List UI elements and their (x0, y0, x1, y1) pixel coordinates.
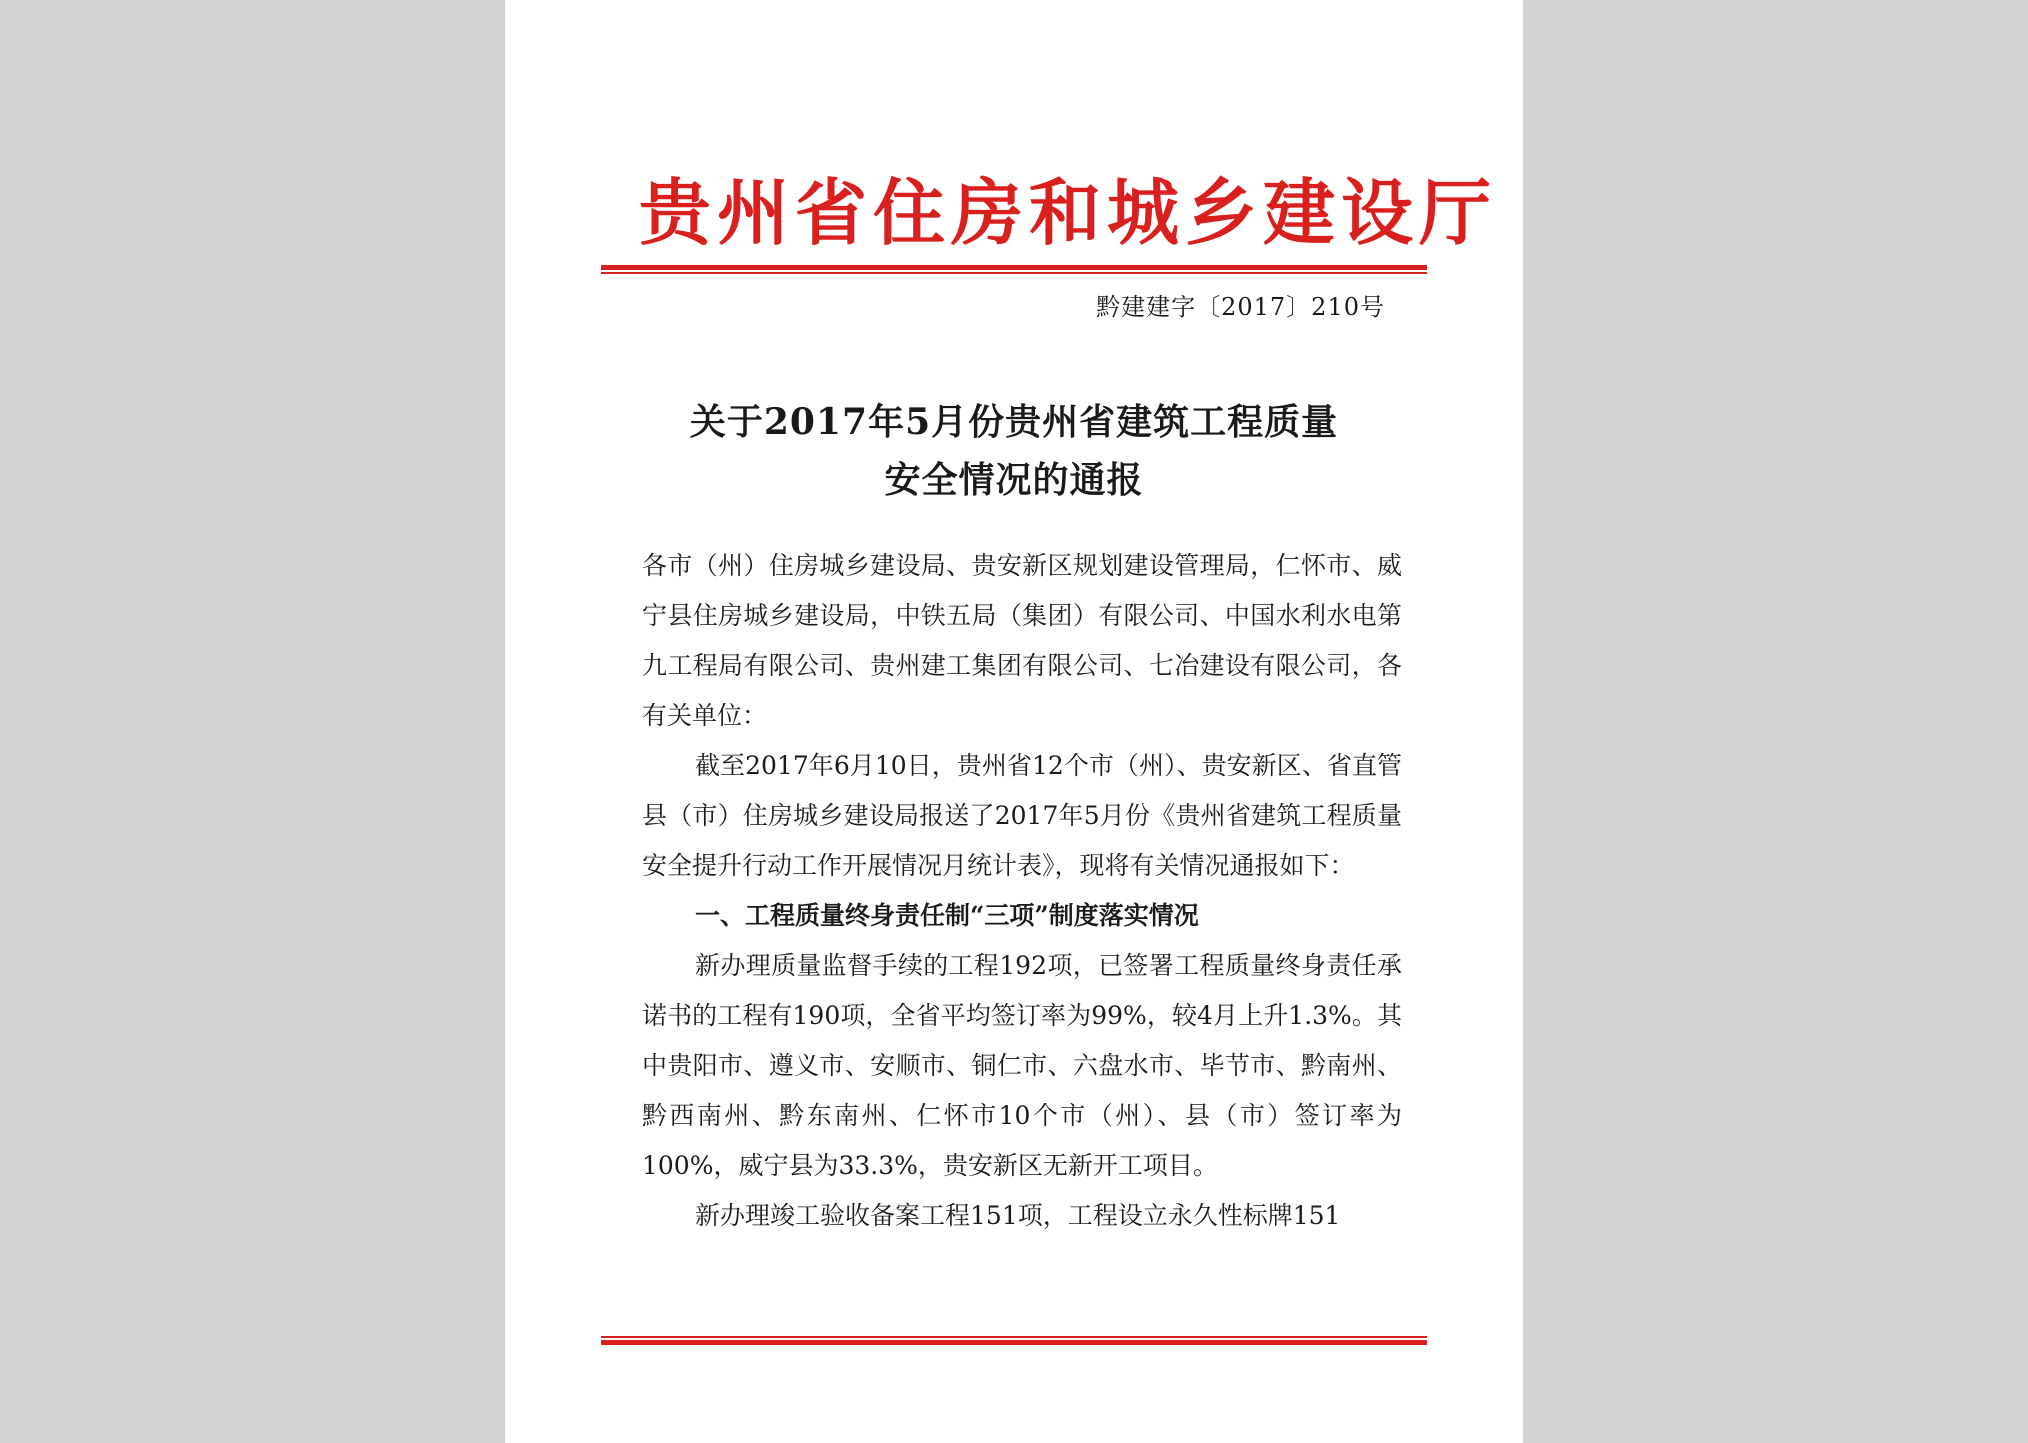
document-title-line-1: 关于2017年5月份贵州省建筑工程质量 (689, 401, 1339, 443)
body-paragraph-1: 截至2017年6月10日，贵州省12个市（州）、贵安新区、省直管县（市）住房城乡建设局报送了2017年5月份《贵州省建筑工程质量安全提升行动工作开展情况月统计表》，现将有关情况通报如下： (642, 751, 1402, 880)
footer-rule-thick (601, 1340, 1427, 1345)
body-paragraph-3: 新办理竣工验收备案工程151项，工程设立永久性标牌151 (695, 1201, 1341, 1230)
document-body (642, 541, 1402, 1241)
document-title-line-2: 安全情况的通报 (884, 459, 1144, 501)
header-rule-thick (601, 265, 1427, 270)
body-paragraph-2: 新办理质量监督手续的工程192项，已签署工程质量终身责任承诺书的工程有190项，全省平均签订率为99%，较4月上升1.3%。其中贵阳市、遵义市、安顺市、铜仁市、六盘水市、毕节市、黔南州、黔西南州、黔东南州、仁怀市10个市（州）、县（市）签订率为100%，威宁县为33.3%，贵安新区无新开工项目。 (642, 951, 1402, 1180)
section-heading-1: 一、工程质量终身责任制“三项”制度落实情况 (695, 901, 1199, 930)
agency-title: 贵州省住房和城乡建设厅 (639, 170, 1498, 255)
document-page (505, 0, 1523, 1443)
header-rule-thin (601, 272, 1427, 274)
recipients-paragraph: 各市（州）住房城乡建设局、贵安新区规划建设管理局，仁怀市、威宁县住房城乡建设局，中铁五局（集团）有限公司、中国水利水电第九工程局有限公司、贵州建工集团有限公司、七冶建设有限公司，各有关单位： (642, 551, 1402, 730)
footer-rule-thin (601, 1336, 1427, 1338)
document-number: 黔建建字〔2017〕210号 (1096, 293, 1385, 321)
